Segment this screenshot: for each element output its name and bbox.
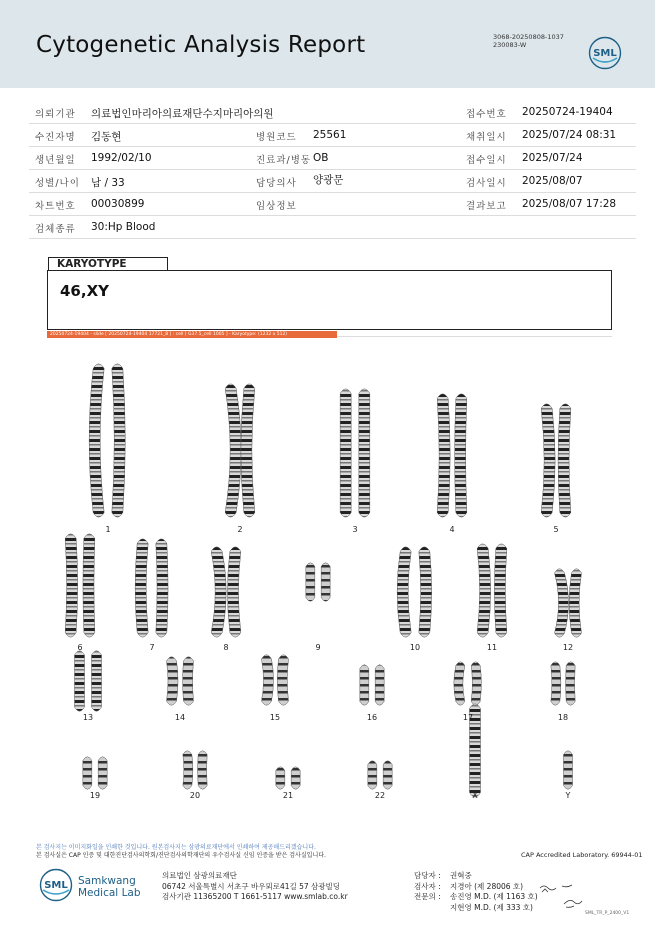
chromosome-pair-17 <box>454 662 481 706</box>
chromosome-11 <box>494 544 507 637</box>
chromosome-label: 20 <box>189 791 201 800</box>
chromosome-4 <box>437 394 450 517</box>
info-value: 2025/08/07 17:28 <box>522 198 617 210</box>
chromosome-pair-13 <box>75 651 102 711</box>
info-label: 수진자명 <box>35 132 76 143</box>
chromosome-21 <box>276 767 285 790</box>
report-header <box>0 0 655 88</box>
chromosome-pair-11 <box>477 544 507 637</box>
chromosome-label: 22 <box>374 791 386 800</box>
chromosome-label: 7 <box>149 643 155 652</box>
chromosome-pair-15 <box>262 655 289 705</box>
chromosome-22 <box>383 761 392 790</box>
sml-logo-text: SML <box>593 48 617 59</box>
info-label: 담당의사 <box>256 178 297 189</box>
brand-line1: Samkwang <box>78 875 136 887</box>
chromosome-label: 12 <box>562 643 574 652</box>
chromosome-pair-4 <box>437 394 467 517</box>
info-value: 남 / 33 <box>91 177 125 189</box>
chromosome-label: 21 <box>282 791 294 800</box>
info-value: 의료법인마리아의료재단수지마리아의원 <box>91 108 274 120</box>
info-label: 의뢰기관 <box>35 109 76 120</box>
chromosome-6 <box>65 534 78 637</box>
signer-row <box>414 882 538 893</box>
chromosome-label: 18 <box>557 713 569 722</box>
info-value: 30:Hp Blood <box>91 221 156 233</box>
info-value: 20250724-19404 <box>522 106 613 118</box>
info-value: 김동현 <box>91 131 122 143</box>
chromosome-8 <box>211 547 226 637</box>
signer-name: 지경아 (제 28006 호) <box>450 881 524 891</box>
chromosome-label: 4 <box>449 525 455 534</box>
footer-address <box>162 871 348 903</box>
chromosome-17 <box>454 662 465 706</box>
chromosome-pair-8 <box>211 547 241 637</box>
chromosome-pair-10 <box>397 547 432 637</box>
signer-row <box>414 871 538 882</box>
address-line3: 검사기관 11365200 T 1661-5117 www.smlab.co.kr <box>162 892 348 901</box>
info-value: OB <box>313 152 329 164</box>
info-row <box>29 170 636 193</box>
chromosome-label: X <box>472 791 478 800</box>
chromosome-15 <box>262 655 274 705</box>
chromosome-8 <box>227 547 240 637</box>
info-label: 채취일시 <box>466 132 507 143</box>
chromosome-10 <box>419 547 432 637</box>
chromosome-18 <box>551 662 561 706</box>
signer-name: 권혁중 <box>450 871 472 880</box>
info-value: 2025/07/24 <box>522 152 583 164</box>
chromosome-1 <box>112 364 125 517</box>
chromosome-14 <box>183 657 194 705</box>
signer-role: 전문의 : <box>414 892 441 901</box>
info-label: 차트번호 <box>35 201 76 212</box>
chromosome-9 <box>306 563 315 602</box>
signer-role: 검사자 : <box>414 881 441 891</box>
karyotype-result: 46,XY <box>60 282 109 300</box>
info-value: 2025/07/24 08:31 <box>522 129 617 141</box>
chromosome-16 <box>375 665 384 706</box>
signer-row <box>414 903 538 914</box>
samkwang-logo-icon <box>36 868 76 902</box>
chromosome-label: 11 <box>486 643 498 652</box>
document-id-line1: 3068-20250808-1037 <box>493 33 564 41</box>
report-title: Cytogenetic Analysis Report <box>36 32 366 58</box>
info-label: 병원코드 <box>256 132 297 143</box>
signer-name: 지현영 M.D. (제 333 호) <box>450 902 533 912</box>
info-label: 진료과/병동 <box>256 155 312 166</box>
chromosome-pair-5 <box>541 404 571 517</box>
info-row <box>29 147 636 170</box>
chromosome-14 <box>167 657 179 705</box>
chromosome-11 <box>477 544 491 637</box>
chromosome-9 <box>321 563 330 602</box>
chromosome-pair-16 <box>360 665 384 706</box>
chromosome-label: 3 <box>352 525 358 534</box>
info-value: 양광문 <box>313 174 344 186</box>
chromosome-3 <box>340 389 351 517</box>
chromosome-label: 8 <box>223 643 229 652</box>
info-label: 결과보고 <box>466 201 507 212</box>
info-label: 접수일시 <box>466 155 507 166</box>
karyotype-heading: KARYOTYPE <box>48 257 168 271</box>
info-value: 25561 <box>313 129 347 141</box>
chromosome-7 <box>156 539 168 637</box>
chromosome-label: 10 <box>409 643 421 652</box>
chromosome-16 <box>360 665 369 706</box>
chromosome-20 <box>183 751 193 790</box>
chromosome-21 <box>291 767 300 790</box>
chromosome-12 <box>555 569 569 637</box>
chromosome-15 <box>277 655 288 705</box>
chromosome-18 <box>566 662 576 706</box>
sml-logo-icon <box>588 36 622 70</box>
chromosome-pair-12 <box>555 569 582 637</box>
info-label: 생년월일 <box>35 155 76 166</box>
chromosome-pair-6 <box>65 534 95 637</box>
info-row <box>29 216 636 239</box>
chromosome-1 <box>89 364 104 517</box>
chromosome-pair-3 <box>340 389 370 517</box>
info-value: 2025/08/07 <box>522 175 583 187</box>
chromosome-pair-21 <box>276 767 300 790</box>
brand-line2: Medical Lab <box>78 887 141 899</box>
document-id-line2: 230083-W <box>493 41 527 49</box>
chromosome-label: 17 <box>462 713 474 722</box>
info-label: 성별/나이 <box>35 178 80 189</box>
chromosome-label: 6 <box>77 643 83 652</box>
chromosome-4 <box>455 394 467 517</box>
chromosome-label: 14 <box>174 713 186 722</box>
signers-list <box>414 871 538 913</box>
chromosome-pair-2 <box>225 384 255 517</box>
address-line1: 의료법인 삼광의료재단 <box>162 871 237 880</box>
chromosome-20 <box>198 751 208 790</box>
chromosome-22 <box>368 761 377 790</box>
chromosome-pair-20 <box>183 751 207 790</box>
chromosome-label: 2 <box>237 525 243 534</box>
signer-role: 담당자 : <box>414 871 441 880</box>
footer-note-accreditation: 본 검사실은 CAP 인증 및 대한진단검사의학회/진단검사의학재단의 우수검사실 신임 인증을 받은 검사실입니다. <box>36 852 326 859</box>
chromosome-17 <box>471 662 481 706</box>
info-value: 00030899 <box>91 198 145 210</box>
chromosome-10 <box>397 547 411 637</box>
chromosome-13 <box>75 651 85 711</box>
chromosome-pair-19 <box>83 757 107 790</box>
karyotype-result-box <box>47 270 612 330</box>
image-caption: 20250724-19404 - slide [ 20250724-19404 17721_8 ] : cell [ G37.5_cell 1005 ] - Karyotype: (1232 x 512) <box>47 331 337 338</box>
chromosome-label: 9 <box>315 643 321 652</box>
info-row <box>29 124 636 147</box>
chromosome-pair-22 <box>368 761 392 790</box>
chromosome-5 <box>541 404 555 517</box>
info-value: 1992/02/10 <box>91 152 152 164</box>
chromosome-pair-7 <box>135 539 168 637</box>
chromosome-label: 15 <box>269 713 281 722</box>
document-id <box>493 33 564 49</box>
footer-brand <box>78 875 141 899</box>
chromosome-5 <box>558 404 571 517</box>
chromosome-6 <box>83 534 95 637</box>
chromosome-label: 16 <box>366 713 378 722</box>
chromosome-13 <box>92 651 102 711</box>
chromosome-label: 19 <box>89 791 101 800</box>
chromosome-3 <box>359 389 370 517</box>
chromosome-12 <box>569 569 581 637</box>
info-label: 검사일시 <box>466 178 507 189</box>
info-row <box>29 101 636 124</box>
info-row <box>29 193 636 216</box>
signer-name: 송진영 M.D. (제 1163 호) <box>450 892 538 901</box>
signer-row <box>414 892 538 903</box>
chromosome-19 <box>98 757 107 790</box>
form-version: SML_TR_P_2400_V1 <box>585 911 630 916</box>
chromosome-label: 5 <box>553 525 559 534</box>
chromosome-2 <box>241 384 255 517</box>
chromosome-pair-18 <box>551 662 575 706</box>
chromosome-label: 1 <box>105 525 111 534</box>
chromosome-2 <box>225 384 241 517</box>
signature-icon <box>536 880 586 910</box>
chromosome-label: Y <box>565 791 571 800</box>
chromosome-label: 13 <box>82 713 94 722</box>
chromosome-7 <box>135 539 148 637</box>
chromosome-pair-Y <box>564 751 573 790</box>
info-label: 검체종류 <box>35 224 76 235</box>
karyogram-image <box>40 340 620 810</box>
samkwang-logo-text: SML <box>44 880 68 891</box>
footer-note-image: 본 검사지는 이미지화일을 인쇄한 것입니다. 원본검사지는 삼광의료재단에서 인쇄하여 제공해드리겠습니다. <box>36 844 316 851</box>
chromosome-pair-1 <box>89 364 125 517</box>
chromosome-pair-9 <box>306 563 330 602</box>
address-line2: 06742 서울특별시 서초구 바우뫼로41길 57 삼광빌딩 <box>162 881 341 891</box>
cap-accreditation: CAP Accredited Laboratory. 69944-01 <box>521 851 643 859</box>
info-label: 접수번호 <box>466 109 507 120</box>
chromosome-Y <box>564 751 573 790</box>
info-label: 임상정보 <box>256 201 297 212</box>
chromosome-pair-14 <box>167 657 194 705</box>
chromosome-19 <box>83 757 92 790</box>
chromosome-pairs <box>65 364 581 797</box>
